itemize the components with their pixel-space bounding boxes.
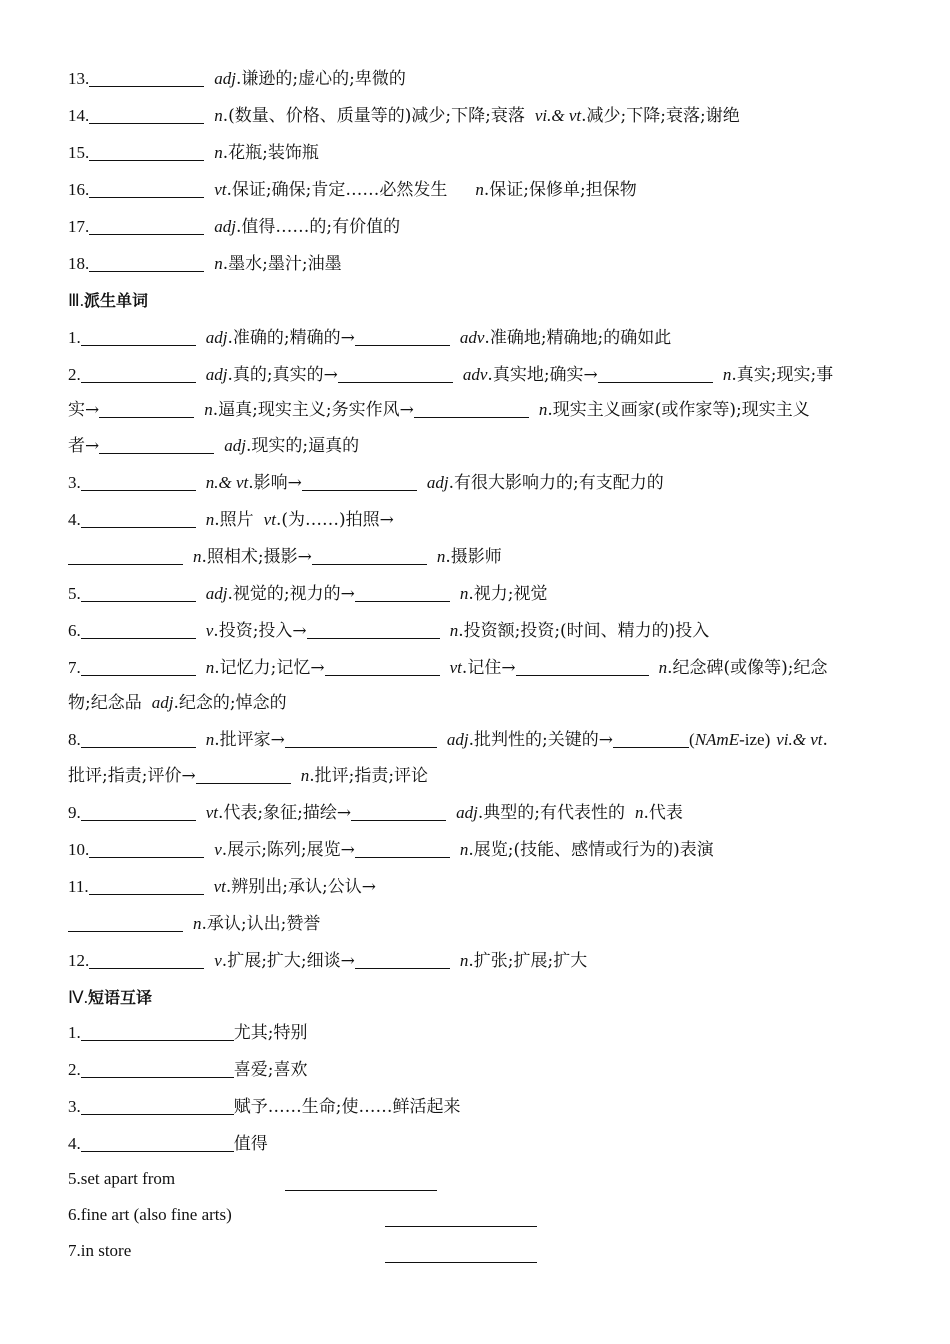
part-of-speech: n: [449, 621, 459, 640]
answer-blank[interactable]: [89, 179, 204, 198]
continuation-text: 物;纪念品: [68, 693, 142, 713]
part-of-speech: n: [436, 547, 446, 566]
definition: .(数量、价格、质量等的)减少;下降;衰落: [222, 106, 525, 126]
definition: .视力;视觉: [468, 584, 548, 604]
part-of-speech: n: [205, 510, 215, 529]
definition: .照相术;摄影→: [201, 547, 312, 567]
item-number: 17.: [68, 217, 90, 236]
answer-blank[interactable]: [385, 1244, 537, 1263]
answer-blank[interactable]: [68, 546, 183, 565]
part-of-speech: adj: [205, 584, 228, 603]
derivative-item-2-line-2: [68, 397, 810, 423]
definition: .保证;确保;肯定……必然发生: [226, 180, 448, 200]
vocab-item-16: [68, 177, 637, 203]
item-number: 11.: [68, 877, 89, 896]
item-number: 12.: [68, 951, 90, 970]
derivative-item-11-line-2: [68, 911, 320, 937]
derivative-item-8: [68, 727, 828, 753]
definition: .花瓶;装饰瓶: [222, 143, 319, 163]
definition: .逼真;现实主义;务实作风→: [212, 400, 414, 420]
phrase-text: in store: [80, 1241, 132, 1260]
answer-blank[interactable]: [385, 1208, 537, 1227]
part-of-speech: n: [204, 400, 213, 419]
phrase-text: fine art (also fine arts): [80, 1205, 232, 1224]
phrase-text: set apart from: [80, 1169, 176, 1188]
answer-blank[interactable]: [81, 657, 196, 676]
definition: .扩展;扩大;细谈→: [221, 951, 355, 971]
item-number: 9.: [68, 803, 81, 822]
part-of-speech: adj: [214, 217, 236, 236]
section-heading-derivatives: [68, 288, 148, 314]
item-number: 8.: [68, 730, 81, 749]
part-of-speech: n: [193, 914, 202, 933]
definition: .真的;真实的→: [227, 365, 338, 385]
answer-blank[interactable]: [81, 364, 196, 383]
part-of-speech: n: [459, 840, 469, 859]
derivative-item-1: [68, 325, 671, 351]
answer-blank[interactable]: [355, 839, 450, 858]
part-of-speech: adj: [456, 803, 478, 822]
answer-blank[interactable]: [81, 472, 196, 491]
answer-blank[interactable]: [81, 327, 196, 346]
definition: .(为……)拍照→: [275, 510, 394, 530]
phrase-item-1: [68, 1020, 307, 1046]
answer-blank[interactable]: [99, 435, 214, 454]
item-number: 6.: [68, 621, 81, 640]
continuation-text: 批评;指责;评价→: [68, 766, 196, 786]
item-number: 7.: [68, 658, 81, 677]
definition: .投资;投入→: [213, 621, 307, 641]
phrase-text: 赋予……生命;使……鲜活起来: [233, 1097, 461, 1117]
definition: .影响→: [248, 473, 302, 493]
definition: .现实的;逼真的: [245, 436, 360, 456]
answer-blank[interactable]: [516, 657, 649, 676]
derivative-item-3: [68, 470, 664, 496]
definition: .照片: [214, 510, 254, 530]
part-of-speech: n: [459, 584, 469, 603]
vocab-item-17: [68, 214, 400, 240]
answer-blank[interactable]: [81, 620, 196, 639]
part-of-speech: v: [214, 840, 222, 859]
phrase-item-4: [68, 1131, 268, 1157]
part-of-speech: n: [300, 766, 310, 785]
continuation-text: 者→: [68, 436, 100, 456]
answer-blank[interactable]: [81, 729, 196, 748]
answer-blank[interactable]: [89, 839, 204, 858]
part-of-speech: vt: [449, 658, 462, 677]
answer-blank[interactable]: [89, 68, 204, 87]
phrase-item-6: [68, 1202, 232, 1228]
definition: .展览;(技能、感情或行为的)表演: [468, 840, 714, 860]
definition: .扩张;扩展;扩大: [468, 951, 588, 971]
derivative-item-7-line-2: [68, 690, 287, 716]
item-number: 18.: [68, 254, 90, 273]
spelling-note-open: (: [689, 730, 695, 749]
answer-blank[interactable]: [81, 1059, 234, 1078]
part-of-speech: adj: [151, 693, 174, 712]
derivative-item-2: [68, 362, 833, 388]
derivative-item-5: [68, 581, 548, 607]
definition: .纪念碑(或像等);纪念: [667, 658, 828, 678]
answer-blank[interactable]: [325, 657, 440, 676]
answer-blank[interactable]: [81, 802, 196, 821]
definition: .批判性的;关键的→: [468, 730, 614, 750]
section-heading-phrases: [68, 985, 152, 1011]
definition: .保证;保修单;担保物: [483, 180, 637, 200]
phrase-item-7: [68, 1238, 131, 1264]
item-number: 2.: [68, 1060, 81, 1079]
answer-blank[interactable]: [613, 729, 689, 748]
phrase-text: 值得: [233, 1134, 268, 1154]
definition: .展示;陈列;展览→: [221, 840, 355, 860]
definition: .典型的;有代表性的: [477, 803, 626, 823]
part-of-speech: adj: [426, 473, 449, 492]
answer-blank[interactable]: [598, 364, 713, 383]
definition: .辨别出;承认;公认→: [225, 877, 377, 897]
part-of-speech: v: [214, 951, 222, 970]
definition: .准确地;精确地;的确如此: [484, 328, 672, 348]
answer-blank[interactable]: [81, 1133, 234, 1152]
definition: .代表;象征;描绘→: [218, 803, 352, 823]
derivative-item-7: [68, 655, 827, 681]
part-of-speech: v: [205, 621, 214, 640]
answer-blank[interactable]: [312, 546, 427, 565]
definition: .准确的;精确的→: [227, 328, 355, 348]
vocab-item-18: [68, 251, 342, 277]
definition: .真实地;确实→: [487, 365, 598, 385]
part-of-speech: n: [459, 951, 469, 970]
part-of-speech: n: [214, 106, 223, 125]
item-number: 1.: [68, 1023, 81, 1042]
part-of-speech: adj: [205, 365, 228, 384]
item-number: 14.: [68, 106, 90, 125]
item-number: 2.: [68, 365, 81, 384]
definition: .批评;指责;评论: [309, 766, 429, 786]
answer-blank[interactable]: [302, 472, 417, 491]
answer-blank[interactable]: [307, 620, 440, 639]
derivative-item-2-line-3: [68, 433, 359, 459]
definition: .值得……的;有价值的: [235, 217, 401, 237]
definition: .现实主义画家(或作家等);现实主义: [547, 400, 810, 420]
definition: .: [822, 730, 828, 750]
part-of-speech: vi.& vt: [534, 106, 582, 125]
part-of-speech: n: [635, 803, 644, 822]
definition: .记忆力;记忆→: [214, 658, 325, 678]
answer-blank[interactable]: [351, 802, 446, 821]
answer-blank[interactable]: [81, 1022, 234, 1041]
derivative-item-12: [68, 948, 587, 974]
answer-blank[interactable]: [89, 253, 204, 272]
phrase-item-5: [68, 1166, 175, 1192]
continuation-text: 实→: [68, 400, 100, 420]
part-of-speech: vt: [263, 510, 276, 529]
item-number: 16.: [68, 180, 90, 199]
item-number: 6.: [68, 1205, 81, 1224]
part-of-speech: n: [538, 400, 548, 419]
definition: .承认;认出;赞誉: [201, 914, 321, 934]
section-number: Ⅲ.: [68, 291, 84, 310]
definition: .视觉的;视力的→: [227, 584, 355, 604]
item-number: 5.: [68, 584, 81, 603]
item-number: 1.: [68, 328, 81, 347]
phrase-item-3: [68, 1094, 460, 1120]
answer-blank[interactable]: [285, 729, 437, 748]
item-number: 4.: [68, 510, 81, 529]
part-of-speech: adv: [462, 365, 488, 384]
answer-blank[interactable]: [68, 913, 183, 932]
answer-blank[interactable]: [81, 509, 196, 528]
answer-blank[interactable]: [338, 364, 453, 383]
answer-blank[interactable]: [89, 105, 204, 124]
section-title: 派生单词: [83, 291, 148, 310]
answer-blank[interactable]: [89, 216, 204, 235]
answer-blank[interactable]: [89, 876, 204, 895]
definition: .记住→: [461, 658, 516, 678]
definition: .减少;下降;衰落;谢绝: [581, 106, 740, 126]
item-number: 15.: [68, 143, 90, 162]
derivative-item-6: [68, 618, 709, 644]
answer-blank[interactable]: [89, 950, 204, 969]
part-of-speech: n.& vt: [205, 473, 249, 492]
item-number: 10.: [68, 840, 90, 859]
part-of-speech: n: [214, 143, 223, 162]
part-of-speech: n: [722, 365, 732, 384]
part-of-speech: adj: [446, 730, 469, 749]
part-of-speech: vt: [214, 180, 227, 199]
answer-blank[interactable]: [355, 583, 450, 602]
part-of-speech: n: [205, 730, 215, 749]
part-of-speech: adj: [205, 328, 228, 347]
answer-blank[interactable]: [99, 399, 194, 418]
part-of-speech: adv: [459, 328, 485, 347]
definition: .谦逊的;虚心的;卑微的: [235, 69, 406, 89]
spelling-note-region: NAmE: [694, 730, 740, 749]
part-of-speech: adj: [224, 436, 246, 455]
part-of-speech: n: [214, 254, 223, 273]
item-number: 3.: [68, 1097, 81, 1116]
part-of-speech: n: [658, 658, 668, 677]
item-number: 4.: [68, 1134, 81, 1153]
vocab-item-13: [68, 66, 406, 92]
part-of-speech: n: [193, 547, 202, 566]
definition: .代表: [643, 803, 683, 823]
spelling-note-suffix: -ize): [739, 730, 771, 749]
part-of-speech: n: [205, 658, 215, 677]
phrase-text: 喜爱;喜欢: [233, 1060, 308, 1080]
definition: .真实;现实;事: [731, 365, 834, 385]
definition: .有很大影响力的;有支配力的: [448, 473, 664, 493]
section-title: 短语互译: [87, 988, 152, 1007]
part-of-speech: adj: [214, 69, 236, 88]
item-number: 3.: [68, 473, 81, 492]
definition: .摄影师: [445, 547, 502, 567]
definition: .墨水;墨汁;油墨: [222, 254, 342, 274]
definition: .批评家→: [214, 730, 285, 750]
part-of-speech: vt: [205, 803, 219, 822]
item-number: 7.: [68, 1241, 81, 1260]
definition: .投资额;投资;(时间、精力的)投入: [458, 621, 710, 641]
answer-blank[interactable]: [355, 327, 450, 346]
section-number: Ⅳ.: [68, 988, 88, 1007]
derivative-item-4-line-2: [68, 544, 502, 570]
answer-blank[interactable]: [81, 583, 196, 602]
item-number: 5.: [68, 1169, 81, 1188]
answer-blank[interactable]: [355, 950, 450, 969]
item-number: 13.: [68, 69, 90, 88]
derivative-item-4: [68, 507, 394, 533]
vocab-item-15: [68, 140, 319, 166]
definition: .纪念的;悼念的: [173, 693, 287, 713]
part-of-speech: vi.& vt: [776, 730, 823, 749]
part-of-speech: vt: [213, 877, 226, 896]
phrase-item-2: [68, 1057, 307, 1083]
answer-blank[interactable]: [89, 142, 204, 161]
answer-blank[interactable]: [414, 399, 529, 418]
phrase-text: 尤其;特别: [233, 1023, 308, 1043]
derivative-item-10: [68, 837, 714, 863]
vocab-item-14: [68, 103, 740, 129]
part-of-speech: n: [475, 180, 484, 199]
derivative-item-11: [68, 874, 376, 900]
answer-blank[interactable]: [81, 1096, 234, 1115]
derivative-item-9: [68, 800, 683, 826]
answer-blank[interactable]: [285, 1172, 437, 1191]
derivative-item-8-line-2: [68, 763, 428, 789]
answer-blank[interactable]: [196, 765, 291, 784]
